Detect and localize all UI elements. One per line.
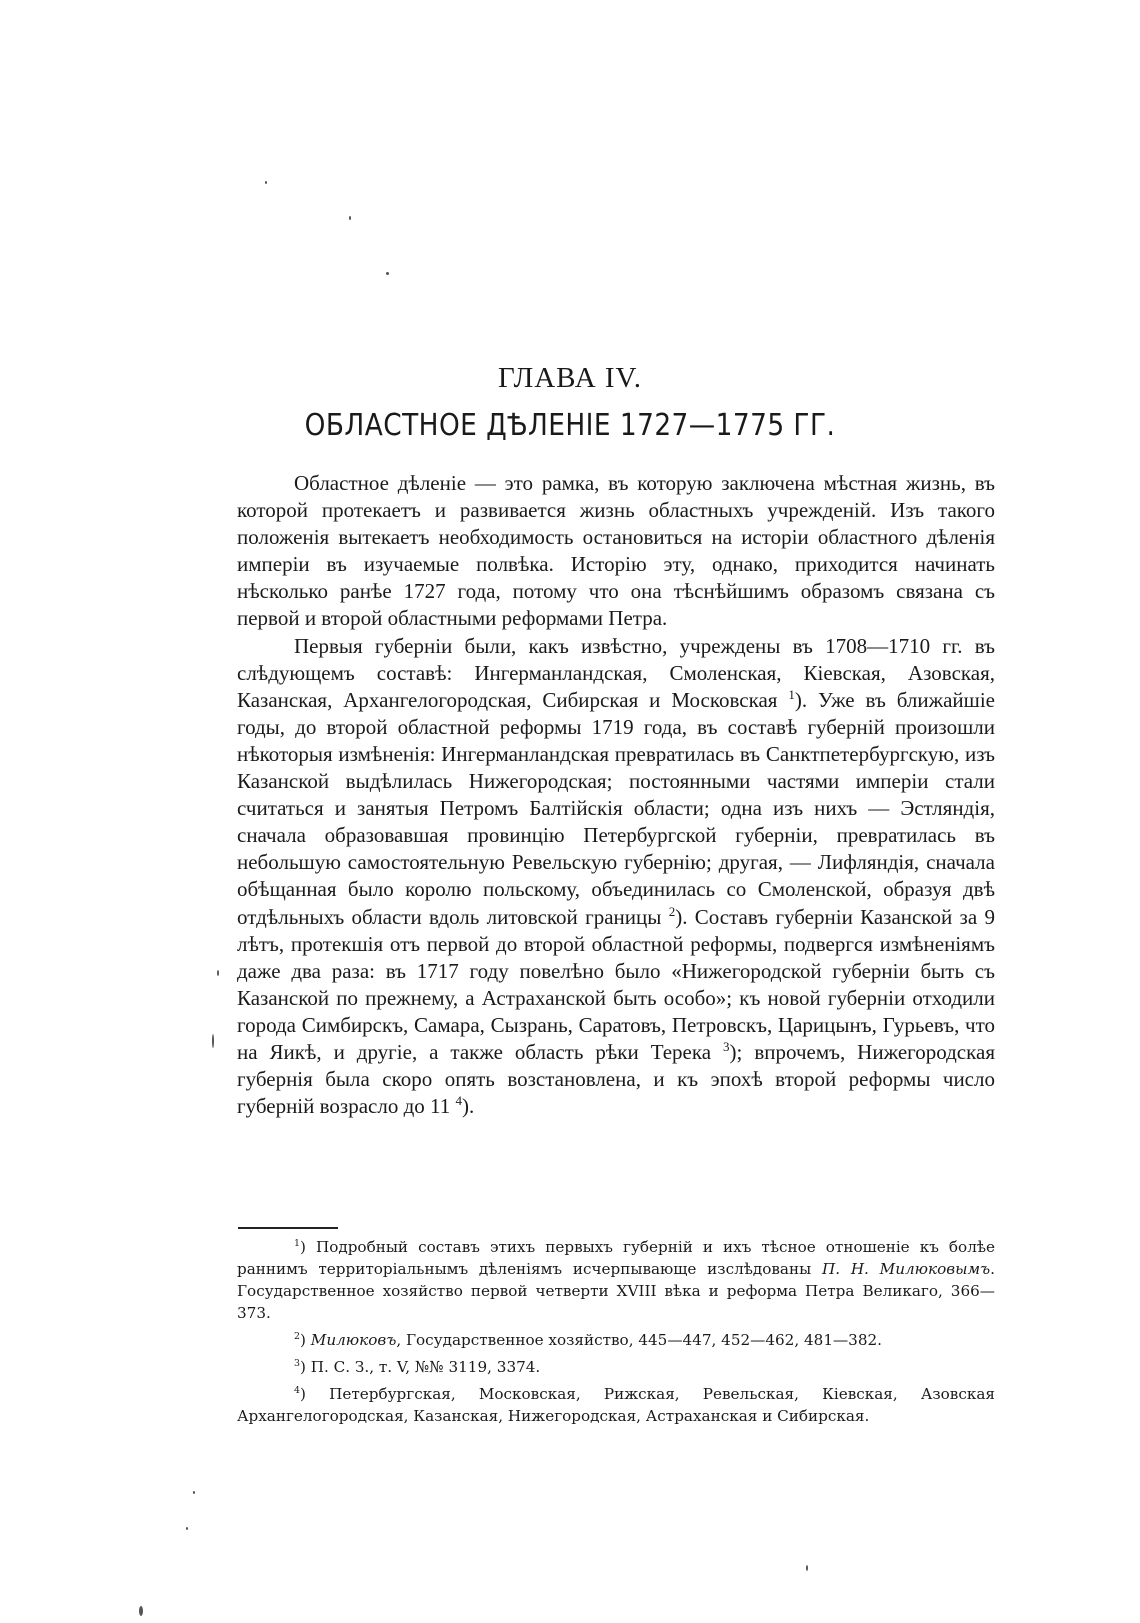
scan-speck [217, 970, 219, 976]
scan-speck [386, 272, 389, 275]
scan-speck [265, 181, 267, 184]
scan-speck [193, 1491, 195, 1494]
footnote-text: ) [300, 1331, 311, 1349]
footnote-text: ) Петербургская, Московская, Рижская, Ревельская, Кіевская, Азовская Архангелогородская, Казанская, Нижегородская, Астраханская и Сибирская. [237, 1385, 995, 1425]
footnote-divider [238, 1227, 338, 1229]
footnote-author: Милюковъ [310, 1331, 397, 1349]
chapter-title: ОБЛАСТНОЕ ДѢЛЕНІЕ 1727—1775 ГГ. [304, 408, 836, 443]
scan-speck [806, 1565, 808, 1571]
footnote-ref-2[interactable]: 2 [668, 903, 676, 919]
paragraph-2-text: ). [462, 1094, 475, 1119]
paragraph-2-text: ). Составъ губерніи Казанской за 9 лѣтъ, протекшія отъ первой до второй областной реформы, подвергся измѣненіямъ даже два раза: въ 1717 году повелѣно было «Нижегородской губерніи быть съ Казанской по прежнему, а Астраханской быть особо»; къ новой губерніи отходили города Симбирскъ, Самара, Сызрань, Саратовъ, Петровскъ, Царицынъ, Гурьевъ, что на Яикѣ, и другіе, а также область рѣки Терека [237, 904, 995, 1064]
paragraph-2 [237, 633, 995, 1121]
footnote-text: ) П. С. З., т. V, №№ 3119, 3374. [300, 1358, 541, 1376]
footnote-1 [237, 1236, 995, 1324]
paragraph-2-text: Первыя губерніи были, какъ извѣстно, учреждены въ 1708—1710 гг. въ слѣдующемъ составѣ: Ингерманландская, Смоленская, Кіевская, Азовская, Казанская, Архангелогородская, Сибирская и Московская [237, 633, 995, 712]
paragraph-2-text: ). Уже въ ближайшіе годы, до второй областной реформы 1719 года, въ составѣ губерній произошли нѣкоторыя измѣненія: Ингерманландская превратилась въ Санктпетербургскую, изъ Казанской выдѣлилась Нижегородская; постоянными частями имперіи стали считаться и занятыя Петромъ Балтійскія области; одна изъ нихъ — Эстляндія, сначала образовавшая провинцію Петербургской губерніи, превратилась въ небольшую самостоятельную Ревельскую губернію; другая, — Лифляндія, сначала обѣщанная было королю польскому, объединилась со Смоленской, образуя двѣ отдѣльныхъ области вдоль литовской границы [237, 687, 995, 929]
footnotes [237, 1236, 995, 1427]
scan-speck [139, 1606, 143, 1616]
footnote-text: ) Подробный составъ этихъ первыхъ губерній и ихъ тѣсное отношеніе къ болѣе раннимъ территоріальнымъ дѣленіямъ исчерпывающе изслѣдованы [237, 1238, 995, 1278]
footnote-number: 1 [294, 1237, 300, 1249]
scan-speck [186, 1527, 188, 1530]
footnote-4 [237, 1383, 995, 1427]
footnote-ref-4[interactable]: 4 [455, 1093, 462, 1109]
footnote-2 [237, 1329, 995, 1351]
footnote-text: , Государственное хозяйство, 445—447, 452—462, 481—382. [396, 1331, 882, 1349]
footnote-3 [237, 1356, 995, 1378]
paragraph-2-text: ); впрочемъ, Нижегородская губернія была скоро опять возстановлена, и къ эпохѣ второй реформы число губерній возрасло до 11 [237, 1039, 995, 1119]
paragraph-1: Областное дѣленіе — это рамка, въ которую заключена мѣстная жизнь, въ которой протекаетъ и развивается жизнь областныхъ учрежденій. Изъ такого положенія вытекаетъ необходимость остановиться на исторіи областного дѣленія имперіи въ изучаемые полвѣка. Исторію эту, однако, приходится начинать нѣсколько ранѣе 1727 года, потому что она тѣснѣйшимъ образомъ связана съ первой и второй областными реформами Петра. [237, 471, 995, 631]
footnote-number: 3 [294, 1357, 300, 1369]
chapter-label: ГЛАВА IV. [497, 362, 643, 394]
footnote-ref-3[interactable]: 3 [723, 1038, 730, 1054]
footnote-author: П. Н. Милюковымъ [821, 1260, 991, 1278]
footnote-number: 2 [294, 1330, 300, 1342]
footnote-ref-1[interactable]: 1 [788, 686, 795, 702]
main-text [237, 470, 995, 1120]
scan-speck [212, 1034, 214, 1048]
footnote-text: . Государственное хозяйство первой четверти XVIII вѣка и реформа Петра Великаго, 366—373. [237, 1260, 995, 1322]
footnote-number: 4 [294, 1384, 300, 1396]
scan-speck [349, 216, 351, 220]
